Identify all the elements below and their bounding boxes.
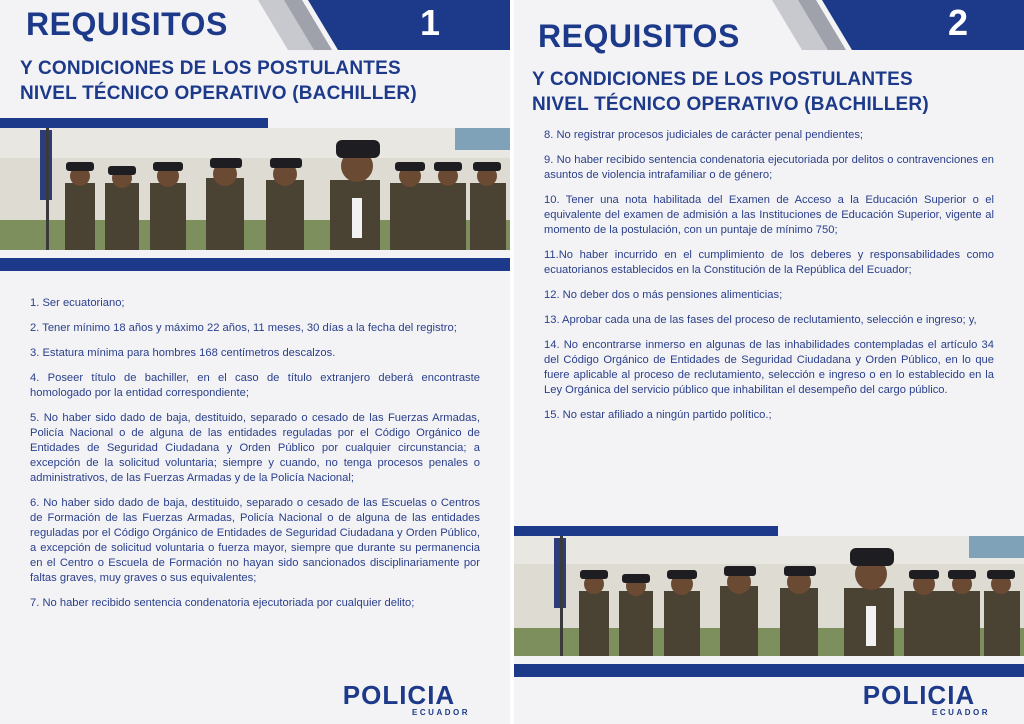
cadets-parade-photo	[514, 536, 1024, 656]
requirement-item: 2. Tener mínimo 18 años y máximo 22 años, 11 meses, 30 días a la fecha del registro;	[30, 322, 457, 334]
requirements-list	[30, 296, 480, 621]
requirement-item: 10. Tener una nota habilitada del Examen de Acceso a la Educación Superior o el equivalente del examen de admisión a las Instituciones de Educación Superior, vigente al momento de la postulación, con un puntaje de mínimo 750;	[544, 194, 994, 236]
header-banner	[258, 0, 510, 50]
requirement-item: 6. No haber sido dado de baja, destituido, separado o cesado de las Escuelas o Centros de Formación de las Fuerzas Armadas, Policía Nacional o de alguna de las entidades reguladas por el Código Orgánico de Entidades de Seguridad Ciudadana y Orden Público, a excepción de solicitud voluntaria o fuerza mayor, siempre que durante su permanencia en el Centro o Escuela de Formación no hayan sido sancionados disciplinariamente por faltas graves, muy graves o sus equivalentes;	[30, 497, 480, 584]
requirements-page-1	[0, 0, 510, 724]
requirement-item: 8. No registrar procesos judiciales de carácter penal pendientes;	[544, 129, 864, 141]
requirements-page-2	[514, 0, 1024, 724]
page-title: REQUISITOS	[26, 6, 228, 42]
requirement-item: 1. Ser ecuatoriano;	[30, 297, 125, 309]
requirement-item: 14. No encontrarse inmerso en algunas de las inhabilidades contempladas el artículo 34 del Código Orgánico de Entidades de Seguridad Ciudadana y Orden Público, en lo que fuere aplicable al proceso de reclutamiento, selección e ingreso o en lo establecido en la Ley Orgánica del servicio público que inhabilitan el desempeño del cargo público.	[544, 339, 994, 396]
requirement-item: 5. No haber sido dado de baja, destituido, separado o cesado de las Fuerzas Armadas, Policía Nacional o de alguna de las entidades reguladas por el Código Orgánico de Entidades de Seguridad Ciudadana y Orden Público por cualquier circunstancia; a excepción de la solicitud voluntaria; siempre y cuando, no tenga procesos penales o administrativos, de las Fuerzas Armadas y de la Policía Nacional;	[30, 412, 480, 484]
subtitle-line-2: NIVEL TÉCNICO OPERATIVO (BACHILLER)	[20, 83, 417, 104]
bottom-photo-bar	[514, 664, 1024, 677]
requirement-item: 9. No haber recibido sentencia condenatoria ejecutoriada por delitos o contravenciones en asuntos de violencia intrafamiliar o de género;	[544, 154, 994, 181]
policia-ecuador-logo: POLICIA ECUADOR	[342, 680, 470, 717]
requirement-item: 3. Estatura mínima para hombres 168 centímetros descalzos.	[30, 347, 336, 359]
requirements-list	[544, 128, 994, 433]
requirement-item: 7. No haber recibido sentencia condenatoria ejecutoriada por cualquier delito;	[30, 597, 415, 609]
page-number: 1	[419, 2, 440, 43]
requirement-item: 15. No estar afiliado a ningún partido político.;	[544, 409, 772, 421]
policia-ecuador-logo: POLICIA ECUADOR	[862, 680, 990, 717]
subtitle-line-1: Y CONDICIONES DE LOS POSTULANTES	[532, 69, 913, 90]
cadets-parade-photo	[0, 128, 510, 250]
requirement-item: 12. No deber dos o más pensiones alimenticias;	[544, 289, 783, 301]
header-banner	[772, 0, 1024, 50]
subtitle-line-2: NIVEL TÉCNICO OPERATIVO (BACHILLER)	[532, 94, 929, 115]
bottom-photo-bar	[0, 258, 510, 271]
requirement-item: 11.No haber incurrido en el cumplimiento de los deberes y responsabilidades como ecuatorianos establecidos en la Constitución de la República del Ecuador;	[544, 249, 994, 276]
requirement-item: 4. Poseer título de bachiller, en el caso de título extranjero deberá encontraste homologado por la entidad correspondiente;	[30, 372, 480, 399]
requirement-item: 13. Aprobar cada una de las fases del proceso de reclutamiento, selección e ingreso; y,	[544, 314, 977, 326]
page-title: REQUISITOS	[538, 18, 740, 54]
subtitle-line-1: Y CONDICIONES DE LOS POSTULANTES	[20, 58, 401, 79]
page-number: 2	[947, 2, 968, 43]
